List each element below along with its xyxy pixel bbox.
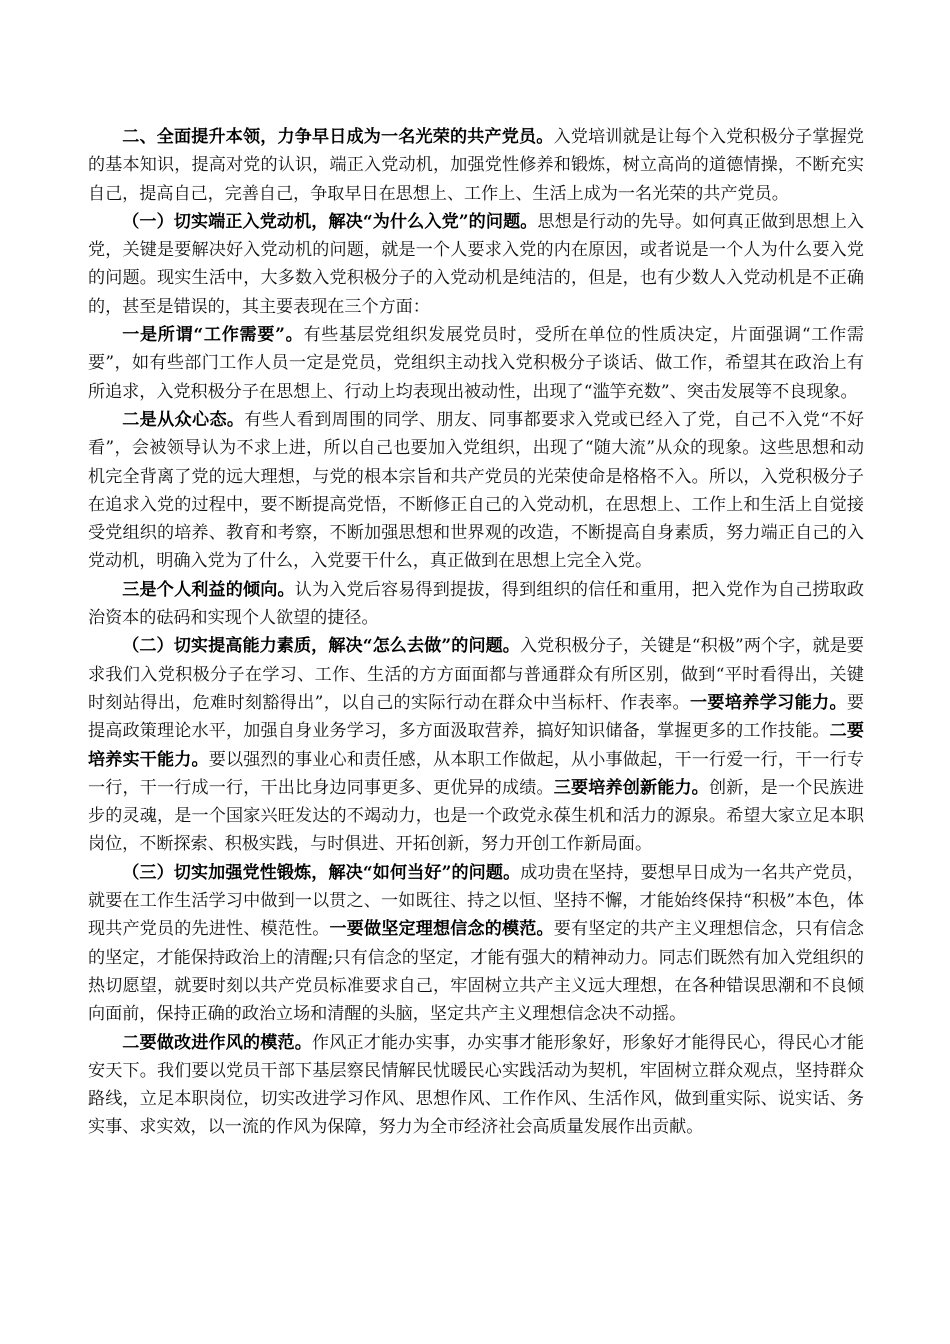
paragraph-subsection-two — [88, 632, 864, 858]
subsection-heading: （三）切实加强党性锻炼，解决“如何当好”的问题。 — [122, 862, 521, 883]
paragraph-section-two — [88, 123, 864, 208]
point-heading: 二要做改进作风的模范。 — [122, 1032, 312, 1053]
paragraph-point-three — [88, 576, 864, 633]
point-heading: 二要培养实干能力。 — [88, 721, 864, 770]
paragraph-text: 要以强烈的事业心和责任感，从本职工作做起，从小事做起，干一行爱一行，干一行专一行，干一行成一行，干出比身边同事更多、更优异的成绩。 — [88, 749, 865, 798]
paragraph-improve-style — [88, 1029, 864, 1142]
paragraph-subsection-one — [88, 208, 864, 321]
paragraph-text: 要提高政策理论水平，加强自身业务学习，多方面汲取营养，搞好知识储备，掌握更多的工作技能。 — [88, 692, 864, 742]
paragraph-subsection-three — [88, 859, 864, 1029]
paragraph-text: 认为入党后容易得到提拔，得到组织的信任和重用，把入党作为自己捞取政治资本的砝码和实现个人欲望的捷径。 — [88, 579, 865, 629]
section-heading: 二、全面提升本领，力争早日成为一名光荣的共产党员。 — [122, 127, 554, 147]
paragraph-text: 有些人看到周围的同学、朋友、同事都要求入党或已经入了党，自己不入党“不好看”，会被领导认为不求上进，所以自己也要加入党组织，出现了“随大流”从众的现象。这些思想和动机完全背离了党的远大理想，与党的根本宗旨和共产党员的光荣使命是格格不入。所以，入党积极分子在追求入党的过程中，要不断提高党悟，不断修正自己的入党动机，在思想上、工作上和生活上自觉接受党组织的培养、教育和考察，不断加强思想和世界观的改造，不断提高自身素质，努力端正自己的入党动机，明确入党为了什么，入党要干什么，真正做到在思想上完全入党。 — [88, 409, 864, 572]
paragraph-text: 作风正才能办实事，办实事才能形象好，形象好才能得民心，得民心才能安天下。我们要以党员干部下基层察民情解民忧暖民心实践活动为契机，牢固树立群众观点，坚持群众路线，立足本职岗位，切实改进学习作风、思想作风、工作作风、生活作风，做到重实际、说实话、务实事、求实效，以一流的作风为保障，努力为全市经济社会高质量发展作出贡献。 — [88, 1032, 865, 1138]
paragraph-point-one — [88, 321, 864, 406]
point-heading: 一要做坚定理想信念的模范。 — [329, 919, 554, 940]
point-heading: 三要培养创新能力。 — [553, 777, 709, 798]
paragraph-point-two — [88, 406, 864, 576]
point-heading: 三是个人利益的倾向。 — [122, 579, 295, 600]
paragraph-text: 思想是行动的先导。如何真正做到思想上入党，关键是要解决好入党动机的问题，就是一个人要求入党的内在原因，或者说是一个人为什么要入党的问题。现实生活中，大多数入党积极分子的入党动机是纯洁的，但是，也有少数人入党动机是不正确的，甚至是错误的，其主要表现在三个方面： — [88, 211, 864, 317]
paragraph-text: 成功贵在坚持，要想早日成为一名共产党员，就要在工作生活学习中做到一以贯之、一如既往、持之以恒、坚持不懈，才能始终保持“积极”本色，体现共产党员的先进性、模范性。 — [88, 862, 864, 940]
subsection-heading: （二）切实提高能力素质，解决“怎么去做”的问题。 — [122, 636, 520, 657]
paragraph-text: 入党积极分子，关键是“积极”两个字，就是要求我们入党积极分子在学习、工作、生活的方方面面都与普通群众有所区别，做到“平时看得出，关键时刻站得出，危难时刻豁得出”，以自己的实际行动在群众中当标杆、作表率。 — [88, 636, 864, 713]
paragraph-text: 创新，是一个民族进步的灵魂，是一个国家兴旺发达的不竭动力，也是一个政党永葆生机和活力的源泉。希望大家立足本职岗位，不断探索、积极实践，与时俱进、开拓创新，努力开创工作新局面。 — [88, 777, 865, 855]
document-page — [88, 123, 864, 1142]
point-heading: 一要培养学习能力。 — [689, 692, 847, 713]
point-heading: 一是所谓“工作需要”。 — [122, 325, 304, 346]
subsection-heading: （一）切实端正入党动机，解决“为什么入党”的问题。 — [122, 211, 538, 232]
paragraph-text: 要有坚定的共产主义理想信念，只有信念的坚定，才能保持政治上的清醒;只有信念的坚定，才能有强大的精神动力。同志们既然有加入党组织的热切愿望，就要时刻以共产党员标准要求自己，牢固树立共产主义远大理想，在各种错误思潮和不良倾向面前，保持正确的政治立场和清醒的头脑，坚定共产主义理想信念决不动摇。 — [88, 919, 865, 1025]
paragraph-text: 有些基层党组织发展党员时，受所在单位的性质决定，片面强调“工作需要”，如有些部门工作人员一定是党员，党组织主动找入党积极分子谈话、做工作，希望其在政治上有所追求，入党积极分子在思想上、行动上均表现出被动性，出现了“滥竽充数”、突击发展等不良现象。 — [88, 325, 864, 402]
paragraph-text: 入党培训就是让每个入党积极分子掌握党的基本知识，提高对党的认识，端正入党动机，加强党性修养和锻炼，树立高尚的道德情操，不断充实自己，提高自己，完善自己，争取早日在思想上、工作上、生活上成为一名光荣的共产党员。 — [88, 127, 865, 204]
point-heading: 二是从众心态。 — [122, 409, 245, 430]
